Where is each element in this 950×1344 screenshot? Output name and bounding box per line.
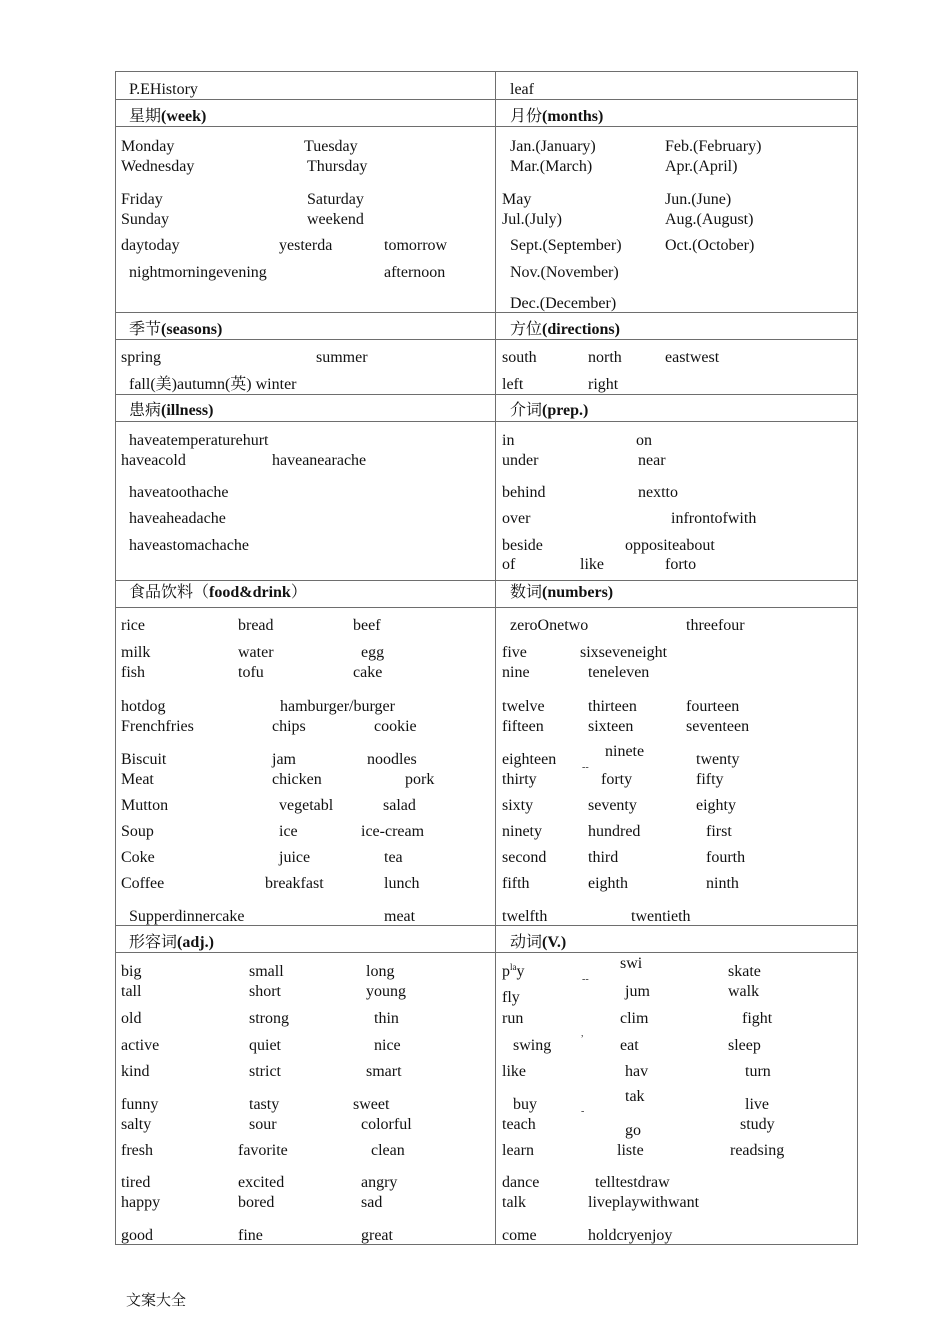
word-fourth: fourth [706,849,746,866]
word-favorite: favorite [238,1142,288,1159]
word-egg: egg [361,644,385,661]
stray-mark: - [581,1106,585,1117]
section-header-prep: 介词(prep.) [510,402,589,419]
word-vegetable: vegetabl [279,797,334,814]
word-five: five [502,644,527,661]
section-header-illness: 患病(illness) [129,402,214,419]
word-soup: Soup [121,823,154,840]
section-header-directions: 方位(directions) [510,321,620,338]
word-coke: Coke [121,849,155,866]
word-twentieth: twentieth [631,908,691,925]
section-header-food: 食品饮料（food&drink） [129,584,307,601]
word-tell-test-draw: telltestdraw [595,1174,670,1191]
word-smart: smart [366,1063,402,1080]
word-january: Jan.(January) [510,138,596,155]
word-noodles: noodles [367,751,417,768]
word-learn: learn [502,1142,534,1159]
word-july: Jul.(July) [502,211,562,228]
word-lunch: lunch [384,875,420,892]
word-tired: tired [121,1174,151,1191]
word-monday: Monday [121,138,175,155]
word-december: Dec.(December) [510,295,617,312]
word-young: young [366,983,406,1000]
word-clean: clean [371,1142,405,1159]
word-swing: swing [513,1037,552,1054]
word-of: of [502,556,516,573]
word-spring: spring [121,349,161,366]
word-left: left [502,376,524,393]
word-cake: cake [353,664,383,681]
word-big: big [121,963,142,980]
word-live-play-with-want: liveplaywithwant [588,1194,700,1211]
word-have: hav [625,1063,649,1080]
word-chips: chips [272,718,306,735]
word-fifteen: fifteen [502,718,544,735]
word-weekend: weekend [307,211,364,228]
word-fifty: fifty [696,771,724,788]
section-header-verbs: 动词(V.) [510,934,567,951]
word-north: north [588,349,622,366]
word-summer: summer [316,349,368,366]
word-three-four: threefour [686,617,745,634]
word-near: near [638,452,666,469]
word-forty: forty [601,771,633,788]
word-tomorrow: tomorrow [384,237,448,254]
word-six-seven-eight: sixseveneight [580,644,668,661]
word-bread: bread [238,617,274,634]
word-like: like [580,556,604,573]
stray-mark: -- [582,762,589,773]
word-south: south [502,349,537,366]
word-tofu: tofu [238,664,264,681]
word-rice: rice [121,617,145,634]
word-have-a-cold: haveacold [121,452,186,469]
vocabulary-table [115,71,858,1245]
word-chicken: chicken [272,771,322,788]
row-divider [115,126,858,127]
word-read-sing: readsing [730,1142,785,1159]
word-february: Feb.(February) [665,138,762,155]
word-thursday: Thursday [307,158,368,175]
word-in: in [502,432,515,449]
word-small: small [249,963,284,980]
word-eat: eat [620,1037,639,1054]
word-ninth: ninth [706,875,739,892]
word-run: run [502,1010,524,1027]
word-fourteen: fourteen [686,698,740,715]
word-twelfth: twelfth [502,908,548,925]
word-fresh: fresh [121,1142,153,1159]
word-hold-cry-enjoy: holdcryenjoy [588,1227,673,1244]
word-play: $p^{la}y$ [502,962,525,980]
word-ice-cream: ice-cream [361,823,425,840]
section-header-months: 月份(months) [510,108,604,125]
word-salad: salad [383,797,416,814]
word-november: Nov.(November) [510,264,619,281]
word-pork: pork [405,771,435,788]
word-walk: walk [728,983,760,1000]
stray-mark: , [581,1028,584,1039]
word-second: second [502,849,547,866]
word-nice: nice [374,1037,401,1054]
table-border-right [857,71,858,1245]
word-have-a-stomachache: haveastomachache [129,537,249,554]
section-header-adj: 形容词(adj.) [129,934,214,951]
word-beef: beef [353,617,381,634]
word-sour: sour [249,1116,277,1133]
word-study: study [740,1116,775,1133]
word-tasty: tasty [249,1096,280,1113]
word-old: old [121,1010,142,1027]
word-have-a-toothache: haveatoothache [129,484,229,501]
word-october: Oct.(October) [665,237,755,254]
word-fifth: fifth [502,875,530,892]
word-thin: thin [374,1010,399,1027]
word-may: May [502,191,532,208]
row-divider [115,421,858,422]
word-supper-dinner-cake: Supperdinnercake [129,908,245,925]
word-good: good [121,1227,153,1244]
word-hotdog: hotdog [121,698,166,715]
word-on: on [636,432,652,449]
word-yesterday: yesterda [279,237,333,254]
word-thirteen: thirteen [588,698,637,715]
word-twenty: twenty [696,751,740,768]
word-twelve: twelve [502,698,545,715]
word-mutton: Mutton [121,797,169,814]
table-border-top [115,71,858,72]
word-water: water [238,644,274,661]
word-third: third [588,849,619,866]
word-august: Aug.(August) [665,211,754,228]
footer-label: 文案大全 [126,1293,187,1309]
row-divider [115,394,858,395]
word-fight: fight [742,1010,773,1027]
word-sad: sad [361,1194,383,1211]
section-header-seasons: 季节(seasons) [129,321,223,338]
word-angry: angry [361,1174,398,1191]
word-have-a-headache: haveaheadache [129,510,226,527]
word-take: tak [625,1088,645,1105]
row-divider [115,339,858,340]
word-climb: clim [620,1010,649,1027]
word-friday: Friday [121,191,163,208]
row-divider [115,580,858,581]
word-sweet: sweet [353,1096,390,1113]
word-milk: milk [121,644,151,661]
word-wednesday: Wednesday [121,158,195,175]
word-under: under [502,452,539,469]
word-saturday: Saturday [307,191,364,208]
word-daytoday: daytoday [121,237,180,254]
word-live: live [745,1096,769,1113]
word-sixteen: sixteen [588,718,634,735]
word-have-a-temperature-hurt: haveatemperaturehurt [129,432,269,449]
word-eighteen: eighteen [502,751,557,768]
top-right-cell: leaf [510,81,534,98]
word-zero-one-two: zeroOnetwo [510,617,589,634]
word-colorful: colorful [361,1116,412,1133]
word-active: active [121,1037,160,1054]
table-border-left [115,71,116,1245]
word-listen: liste [617,1142,644,1159]
row-divider [115,99,858,100]
word-biscuit: Biscuit [121,751,167,768]
word-juice: juice [279,849,311,866]
word-french-fries: Frenchfries [121,718,194,735]
word-teach: teach [502,1116,536,1133]
word-skate: skate [728,963,761,980]
row-divider [115,312,858,313]
word-long: long [366,963,395,980]
word-nine: nine [502,664,530,681]
word-strong: strong [249,1010,289,1027]
word-funny: funny [121,1096,159,1113]
word-excited: excited [238,1174,285,1191]
word-have-an-earache: haveanearache [272,452,367,469]
row-divider [115,607,858,608]
word-fish: fish [121,664,145,681]
word-strict: strict [249,1063,281,1080]
table-border-bottom [115,1244,858,1245]
section-header-numbers: 数词(numbers) [510,584,614,601]
word-bored: bored [238,1194,275,1211]
word-for-to: forto [665,556,697,573]
word-fine: fine [238,1227,263,1244]
word-opposite-about: oppositeabout [625,537,715,554]
column-divider [495,71,496,1245]
word-come: come [502,1227,537,1244]
word-hundred: hundred [588,823,641,840]
word-night-morning-evening: nightmorningevening [129,264,267,281]
word-swim: swi [620,955,643,972]
word-next-to: nextto [638,484,678,501]
word-dance: dance [502,1174,540,1191]
word-right: right [588,376,619,393]
word-hamburger: hamburger/burger [280,698,395,715]
word-nineteen: ninete [605,743,645,760]
word-tuesday: Tuesday [304,138,358,155]
word-meat-cap: Meat [121,771,154,788]
word-coffee: Coffee [121,875,165,892]
word-march: Mar.(March) [510,158,593,175]
word-fall-autumn-winter: fall(美)autumn(英) winter [129,376,297,393]
word-in-front-of-with: infrontofwith [671,510,757,527]
word-ninety: ninety [502,823,542,840]
word-sunday: Sunday [121,211,169,228]
word-beside: beside [502,537,543,554]
word-ten-eleven: teneleven [588,664,650,681]
word-sleep: sleep [728,1037,761,1054]
word-eastwest: eastwest [665,349,720,366]
word-tea: tea [384,849,403,866]
word-great: great [361,1227,393,1244]
stray-mark: -- [582,974,589,985]
word-cookie: cookie [374,718,417,735]
word-happy: happy [121,1194,161,1211]
word-talk: talk [502,1194,526,1211]
section-header-week: 星期(week) [129,108,207,125]
word-september: Sept.(September) [510,237,622,254]
word-ice: ice [279,823,298,840]
word-quiet: quiet [249,1037,281,1054]
word-seventy: seventy [588,797,637,814]
word-eighth: eighth [588,875,628,892]
top-left-cell: P.EHistory [129,81,198,98]
word-seventeen: seventeen [686,718,750,735]
word-tall: tall [121,983,142,1000]
word-afternoon: afternoon [384,264,446,281]
word-kind: kind [121,1063,150,1080]
word-buy: buy [513,1096,537,1113]
word-breakfast: breakfast [265,875,324,892]
word-salty: salty [121,1116,152,1133]
word-eighty: eighty [696,797,736,814]
row-divider [115,952,858,953]
word-jump: jum [625,983,650,1000]
word-go: go [625,1122,641,1139]
word-first: first [706,823,732,840]
word-jam: jam [272,751,296,768]
word-short: short [249,983,281,1000]
word-over: over [502,510,531,527]
word-thirty: thirty [502,771,537,788]
word-june: Jun.(June) [665,191,732,208]
word-turn: turn [745,1063,771,1080]
word-like-verb: like [502,1063,526,1080]
word-sixty: sixty [502,797,534,814]
word-behind: behind [502,484,546,501]
word-meat: meat [384,908,416,925]
word-fly: fly [502,989,520,1006]
word-april: Apr.(April) [665,158,738,175]
